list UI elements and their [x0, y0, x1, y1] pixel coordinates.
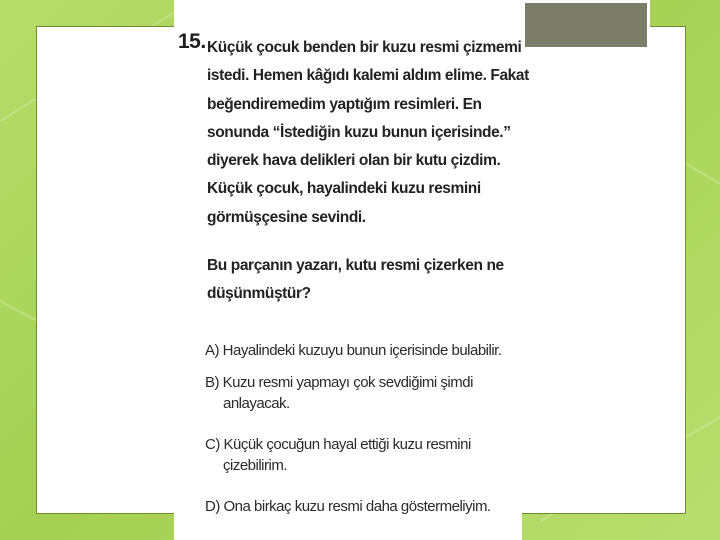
question-text-line: istedi. Hemen kâğıdı kalemi aldım elime. Fakat — [207, 67, 529, 85]
question-text-line: Küçük çocuk, hayalindeki kuzu resmini — [207, 180, 481, 198]
question-text-line: sonunda “İstediğin kuzu bunun içerisinde.” — [207, 123, 511, 141]
question-text — [207, 34, 529, 232]
option-a-text: A) Hayalindeki kuzuyu bunun içerisinde bulabilir. — [205, 342, 502, 359]
question-number: 15. — [178, 30, 206, 53]
option-a[interactable] — [205, 342, 502, 359]
option-b-text: B) Kuzu resmi yapmayı çok sevdiğimi şimdi — [205, 374, 473, 391]
option-b[interactable] — [205, 374, 473, 412]
option-b-text-continued: anlayacak. — [223, 395, 290, 412]
option-d[interactable] — [205, 498, 491, 515]
option-c-text: C) Küçük çocuğun hayal ettiği kuzu resmini — [205, 436, 471, 453]
question-prompt — [207, 252, 519, 308]
question-prompt-line: Bu parçanın yazarı, kutu resmi çizerken ne — [207, 257, 504, 274]
option-c-text-continued: çizebilirim. — [223, 457, 288, 474]
question-text-line: beğendiremedim yaptığım resimleri. En — [207, 95, 482, 113]
question-text-line: görmüşçesine sevindi. — [207, 208, 366, 226]
question-text-line: Küçük çocuk benden bir kuzu resmi çizmemi — [207, 39, 522, 56]
question-sheet — [174, 0, 529, 540]
option-d-text: D) Ona birkaç kuzu resmi daha göstermeliyim. — [205, 498, 491, 515]
question-prompt-line: düşünmüştür? — [207, 285, 311, 302]
title-bar — [522, 0, 650, 50]
question-text-line: diyerek hava delikleri olan bir kutu çizdim. — [207, 152, 501, 170]
option-c[interactable] — [205, 436, 471, 474]
